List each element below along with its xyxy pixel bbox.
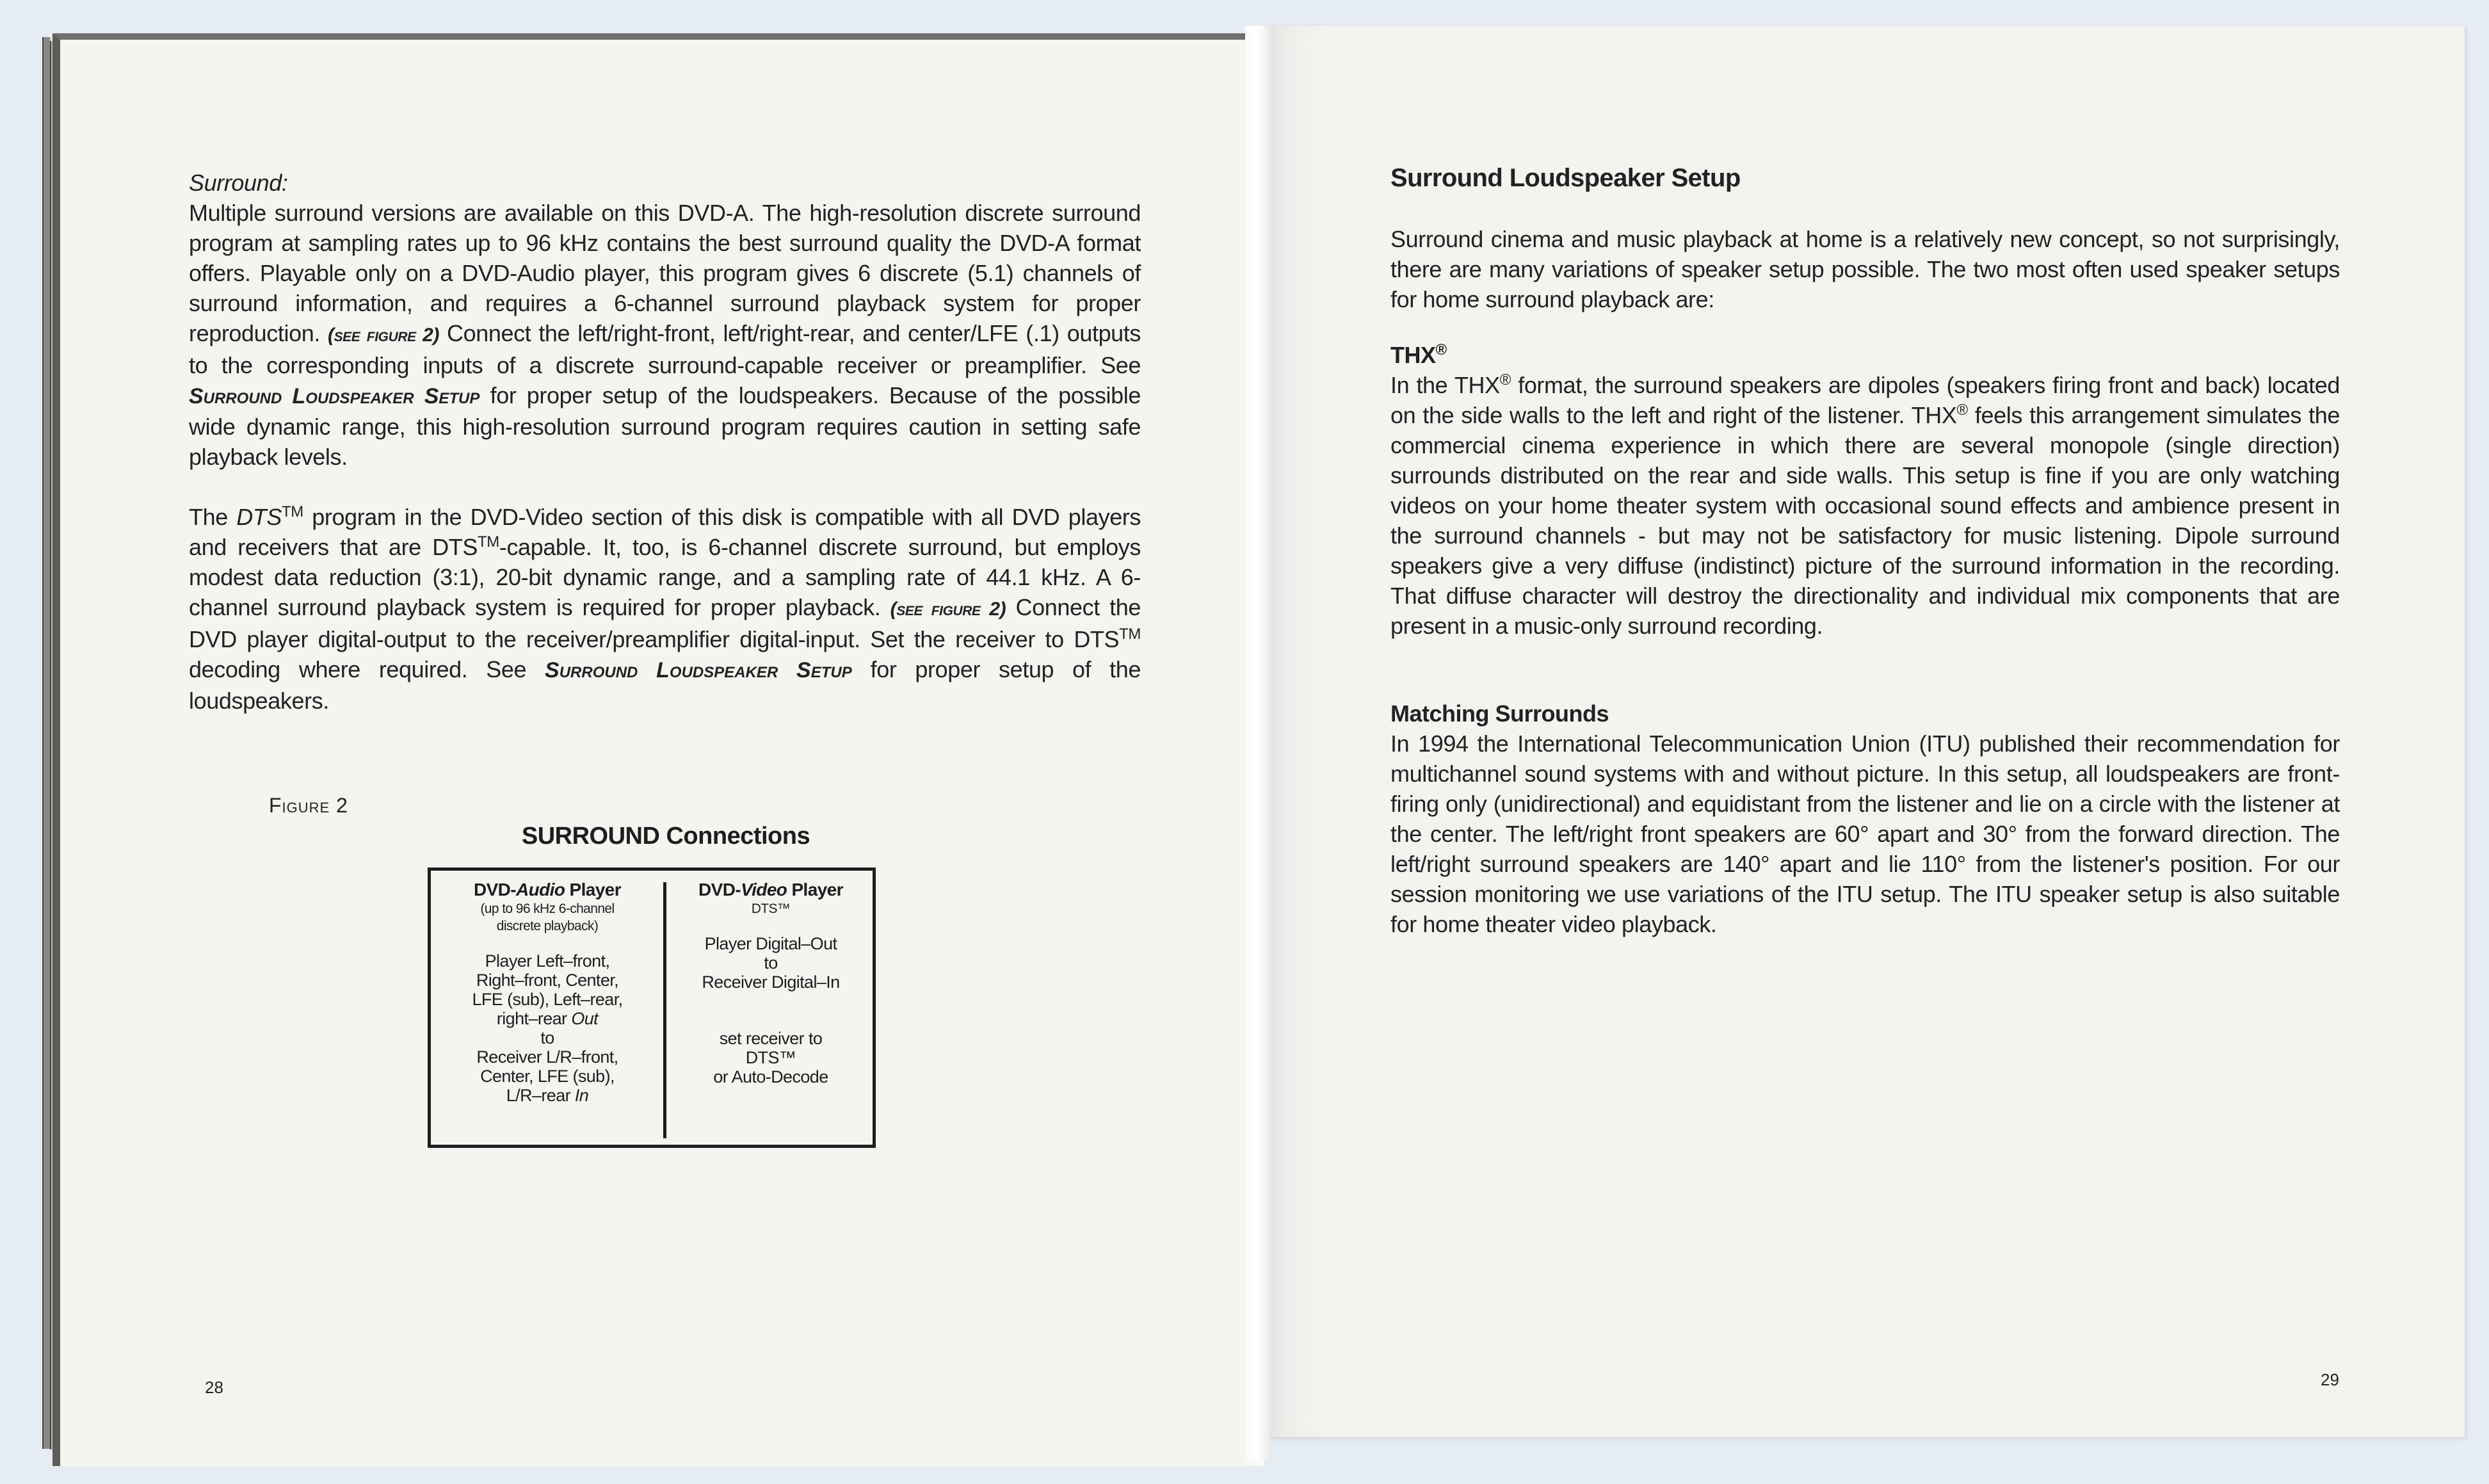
surround-loudspeaker-setup-reference: Surround Loudspeaker Setup [189,384,480,408]
diagram-line: Receiver Digital–In [702,972,840,992]
figure-label: Figure 2 [269,794,348,817]
matching-surrounds-paragraph: In 1994 the International Telecommunication Union (ITU) published their recommendation for multichannel sound systems with and without picture. In this setup, all loudspeakers are front-firing only (unidirectional) and equidistant from the listener and lie on a circle with the listener at the center. The left/right front speakers are 60° apart and 30° from the forward direction. The left/right surround speakers are 140° apart and lie 110° from the listener's position. For our session monitoring we use variations of the ITU setup. The ITU speaker setup is also suitable for home theater video playback. [1390,730,2340,937]
text-run: for proper setup of the loudspeakers. [189,656,1141,714]
spacer [1390,314,2340,340]
see-figure-2-link: (see figure 2) [890,599,1006,620]
text-run: DVD- [698,880,741,899]
text-run: decoding where required. See [189,656,545,682]
spacer [669,992,873,1029]
spacer [669,917,873,934]
text-run: Connect the DVD player digital-output to the receiver/preamplifier digital-input. Set the receiver to DTS [189,594,1141,652]
dvd-video-column [669,880,873,1086]
dvd-video-subtitle: DTS™ [751,901,791,916]
text-run: Player [787,880,843,899]
trademark-mark: TM [478,533,499,551]
text-run: Player [565,880,621,899]
dts-italic: DTS [236,504,282,530]
text-run: Multiple surround versions are available on this DVD-A. The high-resolution discrete surround program at sampling rates up to 96 kHz contains the best surround quality the DVD-A format offers. Playable only on a DVD-Audio player, this program gives 6 discrete (5.1) channels of surround information, and requires a 6-channel surround playback system for proper reproduction. [189,200,1141,346]
text-run: THX [1390,342,1436,368]
see-figure-2-link: (see figure 2) [327,325,439,346]
surround-loudspeaker-setup-reference: Surround Loudspeaker Setup [545,658,852,682]
text-run: In the THX [1390,372,1500,398]
right-page-text [1390,160,2340,939]
trademark-mark: TM [1119,625,1141,643]
left-page-text [189,168,1141,716]
spacer [433,935,661,951]
section-heading: Surround Loudspeaker Setup [1390,164,1741,192]
diagram-line [433,1009,661,1028]
diagram-line [433,1086,661,1105]
text-run: right–rear [496,1009,572,1028]
diagram-line: LFE (sub), Left–rear, [472,990,623,1009]
text-run: Connect the left/right-front, left/right-rear, and center/LFE (.1) outputs to the corresponding inputs of a discrete surround-capable receiver or preamplifier. See [189,320,1141,378]
book-gutter [1245,26,1271,1460]
diagram-line: Right–front, Center, [476,971,619,990]
trademark-mark: TM [282,503,303,520]
dvd-audio-subtitle: (up to 96 kHz 6-channel [480,901,615,916]
diagram-line: to [540,1028,554,1047]
diagram-line: Receiver L/R–front, [476,1047,618,1067]
surround-paragraph [189,198,1141,472]
page-number-left: 28 [205,1378,223,1397]
dvd-audio-title [433,880,661,900]
diagram-line: to [764,953,778,972]
page-number-right: 29 [2321,1370,2339,1389]
thx-heading [1390,340,2340,370]
text-run: Out [571,1009,599,1028]
dts-paragraph [189,502,1141,716]
text-run: feels this arrangement simulates the commercial cinema experience in which there are several monopole (single direction) surrounds distributed on the rear and side walls. This setup is fine if you are only watching videos on your home theater system with occasional sound effects and ambience present in the surround channels - but may not be satisfactory for music listening. Dipole surround speakers give a very diffuse (indistinct) picture of the surround information in the recording. That diffuse character will destroy the directionality and individual mix components that are present in a music-only surround recording. [1390,402,2340,639]
dvd-audio-subtitle: discrete playback) [496,919,599,933]
dvd-audio-column [433,880,661,1105]
registered-mark: ® [1499,371,1511,389]
text-run: -capable. It, too, is 6-channel discrete surround, but employs modest data reduction (3:1), 20-bit dynamic range, and a sampling rate of 44.1 kHz. A 6-channel surround playback system is required for proper playback. [189,534,1141,620]
text-run: Audio [516,880,565,899]
text-run: for proper setup of the loudspeakers. Because of the possible wide dynamic range, this high-resolution surround program requires caution in setting safe playback levels. [189,382,1141,470]
intro-paragraph: Surround cinema and music playback at home is a relatively new concept, so not surprisingly, there are many variations of speaker setup possible. The two most often used speaker setups for home surround playback are: [1390,226,2340,312]
text-run: DVD- [473,880,517,899]
text-run: The [189,504,237,530]
figure-title: SURROUND Connections [521,823,810,850]
dvd-video-title [669,880,873,900]
thx-paragraph [1390,370,2340,641]
diagram-line: set receiver to [719,1029,823,1048]
diagram-line: Player Digital–Out [704,934,837,953]
diagram-line: or Auto-Decode [713,1067,828,1086]
surround-connections-diagram [428,867,876,1148]
surround-heading: Surround: [189,170,288,196]
text-run: format, the surround speakers are dipoles (speakers firing front and back) located on the side walls to the left and right of the listener. THX [1390,372,2340,428]
spacer [189,472,1141,502]
diagram-divider [663,882,666,1138]
text-run: program in the DVD-Video section of this disk is compatible with all DVD players and receivers that are DTS [189,504,1141,560]
diagram-line: DTS™ [745,1048,796,1067]
text-run: L/R–rear [506,1086,575,1105]
diagram-line: Player Left–front, [485,951,610,971]
registered-mark: ® [1956,401,1968,419]
text-run: In [574,1086,589,1105]
spacer [1390,641,2340,698]
diagram-line: Center, LFE (sub), [480,1067,615,1086]
registered-mark: ® [1435,341,1447,359]
text-run: Video [741,880,787,899]
matching-surrounds-heading: Matching Surrounds [1390,700,1609,727]
